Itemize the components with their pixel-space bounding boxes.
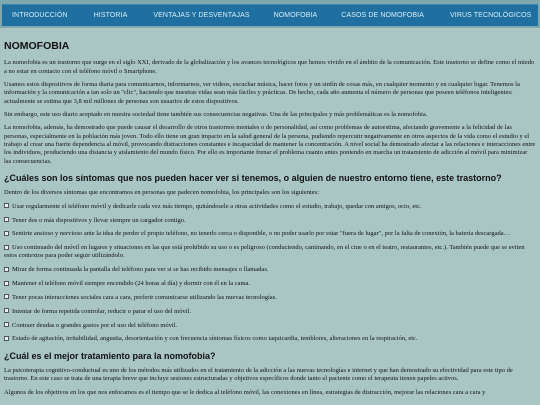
checkbox-icon [4,267,9,272]
symptom-text: Intentar de forma repetida controlar, reducir o parar el uso del móvil. [12,307,191,315]
list-item [4,244,536,261]
symptom-text: Mantener el teléfono móvil siempre encendido (24 horas al día) y dormir con él en la cama. [12,280,251,288]
checkbox-icon [4,294,9,299]
treatment-paragraph: Algunos de los objetivos en los que nos enfocamos es el tiempo que se le dedica al teléfono móvil, las conexiones en línea, estrategias de distracción, mejorar las relaciones cara a cara y [4,388,486,396]
main-nav [2,4,538,26]
symptom-text: Mirar de forma continuada la pantalla del teléfono para ver si se has recibido mensajes o llamadas. [12,266,269,274]
list-item [4,203,536,211]
list-item [4,335,536,343]
intro-paragraph: La nomofobia, además, ha demostrado que puede causar el desarrollo de otros trastornos mentales o de personalidad, así como problemas de autoestima, afectando gravemente a la felicidad de las personas, especialmente en la población más joven. Todo ello tiene un gran impacto en la salud general de la persona, pudiendo repercutir negativamente en otros aspectos de la vida como el estudio y el trabajo al crear una fuerte dependencia al móvil, provocando distracciones constantes e incapacidad de mantener la concentración. A nivel social ha demostrado afectar a las relaciones e interacciones entre los individuos, produciendo una distancia y aislamiento del mundo físico. Por ello es importante frenar el problema cuanto antes poniendo en marcha un tratamiento de adicción al móvil para minimizar las consecuencias. [4,124,536,165]
list-item [4,266,536,274]
intro-paragraph: La nomofobia es un trastorno que surge en el siglo XXI, derivado de la globalización y los avances tecnológicos que hemos vivido en el ámbito de la comunicación. Este trastorno se define como el miedo a no estar en contacto con el teléfono móvil o Smartphone. [4,59,535,75]
nav-link-introduccion[interactable]: INTRODUCCIÓN [12,12,68,19]
list-item [4,280,536,288]
checkbox-icon [4,336,9,341]
symptom-text: Tener dos o más dispositivos y llevar siempre un cargador contigo. [12,216,186,224]
symptom-text: Usar regularmente el teléfono móvil y dedicarle cada vez más tiempo, quitándosele a otras actividades como el estudio, trabajo, quedar con amigos, ocio, etc. [12,202,422,210]
checkbox-icon [4,217,9,222]
checkbox-icon [4,308,9,313]
nav-link-casos[interactable]: CASOS DE NOMOFOBIA [341,12,424,19]
symptom-text: Uso continuado del móvil en lugares y situaciones en las que está prohibido su uso o es peligroso (conduciendo, caminando, en el cine o en el teatro, restaurantes, etc.). También puede que se eviten estos contextos para poder seguir utilizándolo. [4,244,525,260]
list-item [4,308,536,316]
list-item [4,322,536,330]
symptom-text: Contraer deudas o grandes gastos por el uso del teléfono móvil. [12,321,178,329]
list-item [4,230,536,238]
symptom-text: Tener pocas interacciones sociales cara a cara, preferir comunicarse utilizando las nuevas tecnologías. [12,293,277,301]
treatment-heading: ¿Cuál es el mejor tratamiento para la nomofobia? [4,350,216,361]
symptom-text: Estado de agitación, irritabilidad, angustia, desorientación y con frecuencia síntomas físicos como taquicardia, temblores, alteraciones en la respiración, etc. [12,335,418,343]
intro-paragraph: Sin embargo, este uso diario aceptado en nuestra sociedad tiene también sus consecuencias negativas. Una de las principales y más problemáticas es la nomofobia. [4,111,428,118]
nav-link-historia[interactable]: HISTORIA [93,12,128,19]
checkbox-icon [4,281,9,286]
page-title: NOMOFOBIA [4,40,70,52]
checkbox-icon [4,245,9,250]
top-bar [0,0,540,28]
list-item [4,294,536,302]
checkbox-icon [4,203,9,208]
symptoms-heading: ¿Cuáles son los síntomas que nos pueden hacer ver si tenemos, o alguien de nuestro entorno tiene, este trastorno? [4,172,502,183]
treatment-paragraph: La psicoterapia cognitivo-conductual es uno de los métodos más utilizados en el tratamiento de la adicción a las nuevas tecnologías e internet y que han demostrado su efectividad para este tipo de trastorno. En este caso se trata de una terapia breve que incluye sesiones estructuradas y objetivos específicos donde tanto el paciente como el terapeuta tienen papeles activos. [4,367,513,383]
checkbox-icon [4,322,9,327]
intro-paragraph: Usamos estos dispositivos de forma diaria para comunicarnos, informarnos, ver videos, escuchar música, hacer fotos y un sinfín de cosas más, en cualquier momento y en cualquier lugar. Tenemos la información y la comunicación a tan solo un "clic", haciendo que nuestras vidas sean más fáciles y prácticas. De hecho, cada año aumenta el número de personas que poseen teléfonos inteligentes: actualmente se estima que 3,8 mil millones de personas son usuarios de estos dispositivos. [4,81,520,105]
nav-link-ventajas[interactable]: VENTAJAS Y DESVENTAJAS [153,12,250,19]
main-content [0,28,540,405]
symptoms-intro: Dentro de los diversos síntomas que encontramos en personas que padecen nomofobia, los principales son los siguientes: [4,189,320,197]
nav-link-virus[interactable]: VIRUS TECNOLÓGICOS [450,12,532,19]
list-item [4,217,536,225]
symptoms-list [4,203,536,344]
nav-link-nomofobia[interactable]: NOMOFOBIA [273,12,318,19]
symptom-text: Sentirte ansioso y nervioso ante la idea de perder el propio teléfono, no tenerlo cerca o disponible, o no poder usarlo por estar "fuera de lugar", por la falta de conexión, la batería descargada… [12,230,511,238]
checkbox-icon [4,231,9,236]
